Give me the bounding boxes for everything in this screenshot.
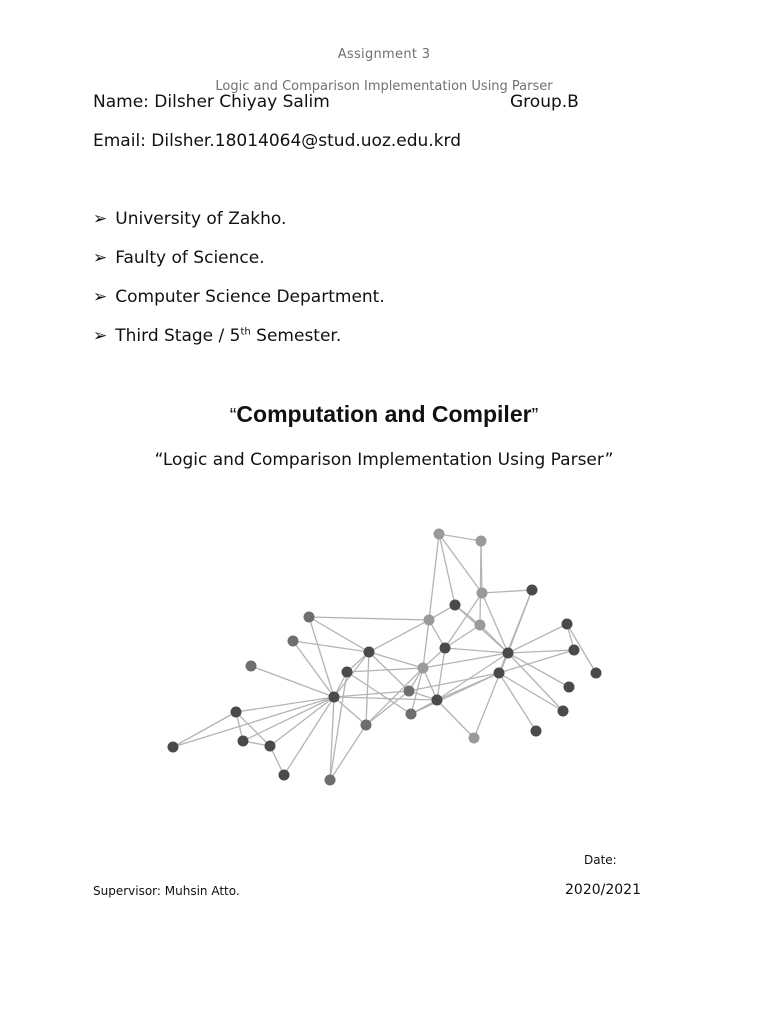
network-edge [437,648,445,700]
network-edge [439,534,481,541]
university-text: University of Zakho. [115,209,287,229]
network-node [279,770,290,781]
network-edge [173,712,236,747]
network-edge [270,697,334,746]
arrow-bullet-icon: ➢ [93,287,108,307]
network-edge [480,625,508,653]
academic-year: 2020/2021 [565,882,641,898]
network-edge [480,541,481,625]
network-node [231,707,242,718]
network-edge [251,666,334,697]
network-node [342,667,353,678]
assignment-header: Assignment 3 [337,47,431,62]
network-node [469,733,480,744]
network-node [558,706,569,717]
network-node [503,648,514,659]
network-node [527,585,538,596]
open-quote: “ [229,405,237,427]
network-edge [437,700,474,738]
student-email: Email: Dilsher.18014064@stud.uoz.edu.krd [93,131,462,151]
network-node [440,643,451,654]
network-node [424,615,435,626]
stage-suffix: Semester. [250,326,342,346]
network-node [432,695,443,706]
network-edge [330,725,366,780]
network-node [476,536,487,547]
faculty-text: Faulty of Science. [115,248,265,268]
network-node [564,682,575,693]
network-node [477,588,488,599]
network-edge [482,590,532,593]
network-edge [445,625,480,648]
network-node [434,529,445,540]
network-edge [499,673,536,731]
network-edge [429,534,439,620]
network-node [450,600,461,611]
close-quote: ” [531,405,539,427]
network-edge [309,617,429,620]
student-group: Group.B [510,92,579,112]
network-edge [173,697,334,747]
network-edge [366,652,369,725]
network-edge [445,593,482,648]
date-label: Date: [584,853,617,867]
network-edge [369,620,429,652]
network-node [364,647,375,658]
network-node [418,663,429,674]
network-node [406,709,417,720]
network-edge [508,653,569,687]
network-node [168,742,179,753]
network-edge [293,641,369,652]
network-node [494,668,505,679]
network-node [304,612,315,623]
network-node [591,668,602,679]
stage-superscript: th [240,326,251,338]
network-node [361,720,372,731]
network-node [531,726,542,737]
network-edge [423,653,508,668]
network-node [325,775,336,786]
network-node [475,620,486,631]
arrow-bullet-icon: ➢ [93,248,108,268]
network-node [265,741,276,752]
arrow-bullet-icon: ➢ [93,326,108,346]
stage-text: Third Stage / 5 [115,326,241,346]
network-node [246,661,257,672]
network-node [329,692,340,703]
network-edge [445,648,508,653]
network-edge [423,620,429,668]
network-edge [347,668,423,672]
network-edge [293,641,334,697]
network-node [288,636,299,647]
department-text: Computer Science Department. [115,287,385,307]
student-name: Name: Dilsher Chiyay Salim [93,92,330,112]
network-node [238,736,249,747]
network-node [562,619,573,630]
supervisor-name: Supervisor: Muhsin Atto. [93,884,240,898]
course-title-text: Computation and Compiler [236,401,532,427]
course-subtitle: “Logic and Comparison Implementation Using Parser” [154,450,614,470]
network-node [404,686,415,697]
network-edge [474,653,508,738]
page-header-title: Logic and Comparison Implementation Using Parser [215,79,553,94]
network-edge [482,593,508,653]
arrow-bullet-icon: ➢ [93,209,108,229]
network-node [569,645,580,656]
